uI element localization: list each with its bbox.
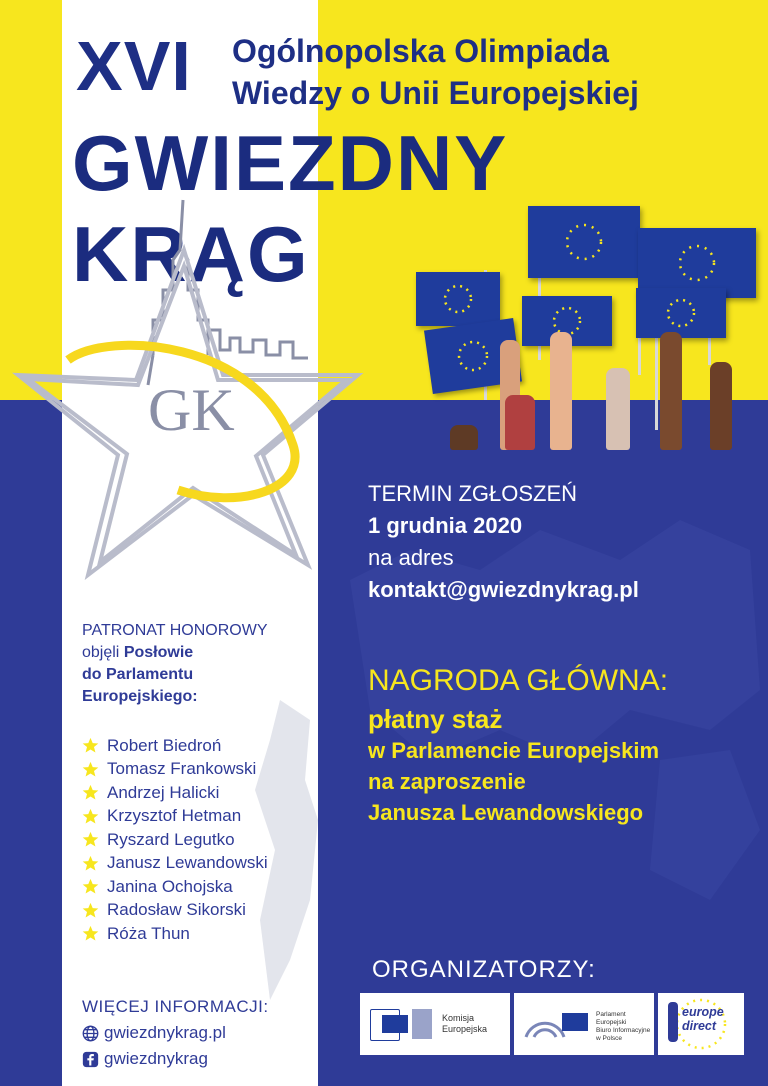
facebook-text: gwiezdnykrag: [104, 1049, 208, 1068]
prize-line1: płatny staż: [368, 704, 503, 734]
patronage-line3: Europejskiego:: [82, 688, 198, 705]
patron-name-item: [82, 805, 268, 829]
main-title: GWIEZDNY KRĄG: [72, 119, 507, 298]
star-bullet-icon: [82, 737, 99, 754]
patronage-line2: do Parlamentu: [82, 666, 194, 683]
patronage-heading: PATRONAT HONOROWY: [82, 622, 268, 639]
title-line1: Ogólnopolska Olimpiada: [232, 33, 609, 69]
patronage-prefix: objęli: [82, 644, 124, 661]
patron-name: Janina Ochojska: [107, 876, 233, 896]
ed-line1: europe: [682, 1005, 724, 1019]
ep-line2: Biuro Informacyjne: [596, 1027, 651, 1034]
star-bullet-icon: [82, 831, 99, 848]
star-bullet-icon: [82, 784, 99, 801]
eu-flag-icon: [562, 1013, 588, 1031]
prize-line3: na zaproszenie: [368, 769, 526, 794]
logo-monogram: GK: [148, 377, 235, 443]
patron-name: Robert Biedroń: [107, 735, 222, 755]
prize-line2: w Parlamencie Europejskim: [368, 738, 660, 763]
facebook-link[interactable]: [82, 1046, 269, 1072]
prize-block: [368, 664, 668, 828]
title-line2: Wiedzy o Unii Europejskiej: [232, 75, 639, 111]
patron-name: Andrzej Halicki: [107, 782, 220, 802]
patron-name: Tomasz Frankowski: [107, 759, 257, 779]
more-info-heading: WIĘCEJ INFORMACJI:: [82, 997, 269, 1016]
patron-name-item: [82, 781, 268, 805]
patron-name-item: [82, 852, 268, 876]
patron-name: Radosław Sikorski: [107, 900, 246, 920]
star-bullet-icon: [82, 925, 99, 942]
globe-icon: [82, 1025, 99, 1042]
olympiad-title: [232, 30, 639, 114]
eu-flags-illustration: [410, 200, 768, 450]
patron-names-list: [82, 734, 268, 946]
more-info-block: [82, 994, 269, 1072]
patron-name: Róża Thun: [107, 923, 190, 943]
patron-name-item: [82, 734, 268, 758]
organizers-heading: ORGANIZATORZY:: [372, 956, 596, 983]
edition-number: XVI: [76, 27, 192, 105]
star-bullet-icon: [82, 902, 99, 919]
eu-flag-icon: [382, 1015, 408, 1033]
prize-line4: Janusza Lewandowskiego: [368, 800, 644, 825]
ec-line2: Europejska: [442, 1024, 488, 1034]
patron-name: Ryszard Legutko: [107, 829, 235, 849]
prize-heading: NAGRODA GŁÓWNA:: [368, 664, 669, 697]
address-label: na adres: [368, 545, 454, 570]
patron-name-item: [82, 828, 268, 852]
ep-line1: Parlament Europejski: [596, 1011, 627, 1026]
star-bullet-icon: [82, 761, 99, 778]
ed-line2: direct: [682, 1019, 717, 1033]
deadline-heading: TERMIN ZGŁOSZEŃ: [368, 481, 578, 506]
european-parliament-logo: [514, 993, 654, 1055]
patron-name-item: [82, 758, 268, 782]
patron-name-item: [82, 899, 268, 923]
deadline-date: 1 grudnia 2020: [368, 513, 523, 538]
patron-name: Krzysztof Hetman: [107, 806, 242, 826]
star-bullet-icon: [82, 878, 99, 895]
patronage-block: [82, 620, 267, 708]
patronage-bold: Posłowie: [123, 644, 194, 661]
website-text: gwiezdnykrag.pl: [104, 1023, 226, 1042]
ep-line3: w Polsce: [596, 1035, 623, 1042]
website-link[interactable]: [82, 1020, 269, 1046]
facebook-icon: [82, 1051, 99, 1068]
patron-name: Janusz Lewandowski: [107, 853, 268, 873]
patron-name-item: [82, 922, 268, 946]
contact-email[interactable]: kontakt@gwiezdnykrag.pl: [368, 577, 639, 602]
patron-name-item: [82, 875, 268, 899]
european-commission-logo: [360, 993, 510, 1055]
star-logo: [8, 190, 388, 580]
star-bullet-icon: [82, 808, 99, 825]
ec-line1: Komisja: [442, 1013, 475, 1023]
star-bullet-icon: [82, 855, 99, 872]
deadline-block: [368, 478, 639, 606]
europe-direct-logo: [658, 993, 744, 1055]
